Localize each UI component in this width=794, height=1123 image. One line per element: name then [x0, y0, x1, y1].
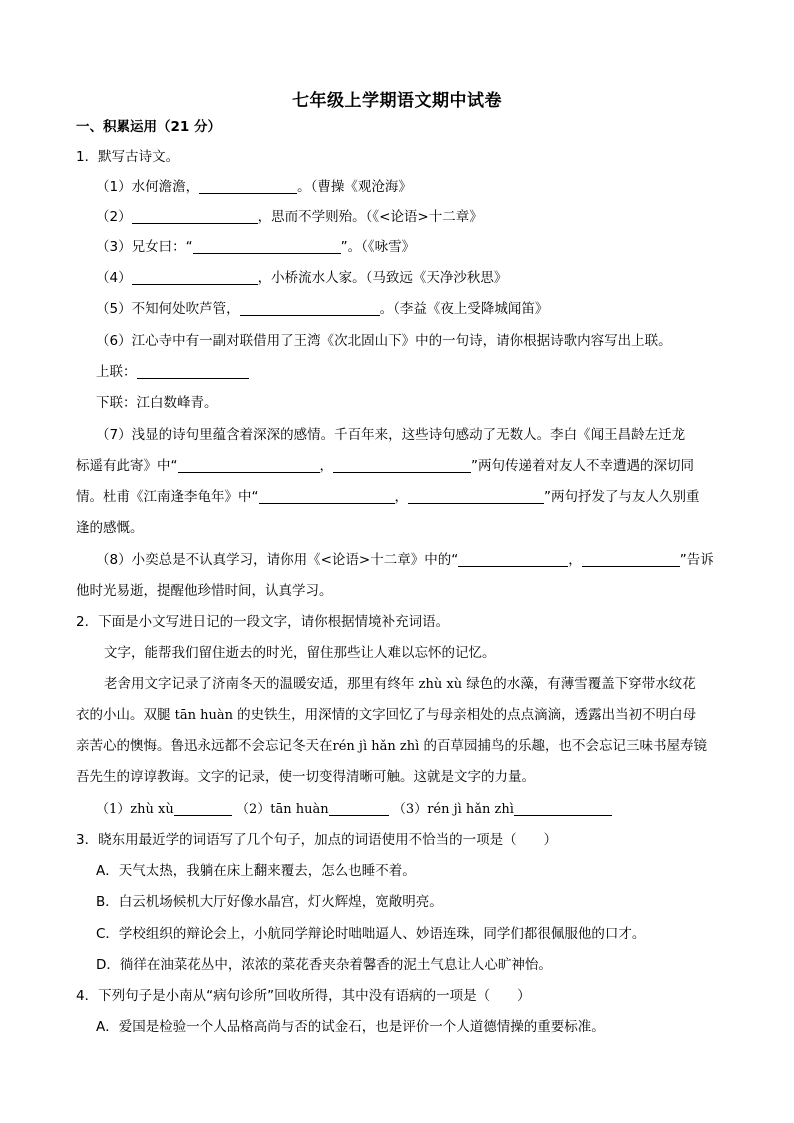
q1-upper-couplet [96, 362, 249, 382]
pinyin-prompt: rén jì hǎn zhì [332, 739, 420, 754]
q1-lower-couplet: 下联：江白数峰青。 [96, 395, 218, 411]
page-title: 七年级上学期语文期中试卷 [292, 91, 502, 111]
q3-option-d[interactable]: D．徜徉在油菜花丛中，浓浓的菜花香夹杂着馨香的泥土气息让人心旷神怡。 [96, 957, 552, 973]
answer-blank[interactable] [137, 364, 249, 379]
answer-blank[interactable] [240, 301, 380, 316]
q1-sub-2-post: ，思而不学则殆。（《<论语>十二章》 [257, 209, 483, 225]
q2-passage-p1: 文字，能帮我们留住逝去的时光，留住那些让人难以忘怀的记忆。 [104, 645, 496, 661]
q1-sub-3 [96, 237, 415, 257]
q3-option-a[interactable]: A．天气太热，我躺在床上翻来覆去，怎么也睡不着。 [96, 863, 416, 879]
q1-sub-5-post: 。（李益《夜上受降城闻笛》 [379, 301, 549, 317]
text-segment: 绿色的水藻，有薄雪覆盖下穿带水纹花 [466, 676, 696, 692]
text-segment: ， [568, 552, 582, 568]
text-segment: （8）小奕总是不认真学习，请你用《<论语>十二章》中的“ [96, 552, 459, 568]
text-segment: ”两句传递着对友人不幸遭遇的深切同 [471, 458, 694, 474]
text-segment: ”两句抒发了与友人久别重 [544, 489, 700, 505]
q1-sub-5 [96, 299, 548, 319]
answer-label-2: （2）tān huàn [236, 802, 329, 817]
question-4-stem: 4．下列句子是小南从“病句诊所”回收所得，其中没有语病的一项是（ ） [76, 988, 531, 1004]
answer-blank[interactable] [174, 801, 232, 816]
answer-label-1: （1）zhù xù [96, 802, 174, 817]
text-segment: 的史铁生，用深情的文字回忆了与母亲相处的点点滴滴，透露出当初不明白母 [237, 707, 697, 723]
q4-option-a[interactable]: A．爱国是检验一个人品格高尚与否的试金石，也是评价一个人道德情操的重要标准。 [96, 1019, 605, 1035]
section-heading: 一、积累运用（21 分） [76, 119, 221, 135]
q1-sub-6: （6）江心寺中有一副对联借用了王湾《次北固山下》中的一句诗，请你根据诗歌内容写出上联。 [96, 333, 672, 349]
answer-blank[interactable] [193, 239, 341, 254]
text-segment: ”告诉 [679, 552, 714, 568]
q2-answers [96, 799, 612, 820]
answer-blank[interactable] [582, 552, 680, 567]
text-segment: ， [319, 458, 333, 474]
question-2-stem: 2．下面是小文写进日记的一段文字，请你根据情境补充词语。 [76, 614, 450, 630]
q1-sub-7-line-4: 逢的感慨。 [76, 520, 144, 536]
pinyin-prompt: tān huàn [170, 708, 238, 723]
q1-sub-1-pre: （1）水何澹澹， [96, 179, 200, 195]
answer-blank[interactable] [329, 801, 389, 816]
q1-sub-8-line-2: 他时光易逝，提醒他珍惜时间，认真学习。 [76, 583, 333, 599]
q1-sub-4-post: ，小桥流水人家。（马致远《天净沙秋思》 [257, 270, 508, 286]
answer-blank[interactable] [132, 209, 258, 224]
text-segment: 情。杜甫《江南逢李龟年》中“ [76, 489, 259, 505]
q2-passage-line-1 [104, 674, 696, 695]
text-segment: ， [394, 489, 408, 505]
q1-sub-4-pre: （4） [96, 270, 132, 286]
answer-blank[interactable] [514, 801, 612, 816]
answer-blank[interactable] [132, 270, 258, 285]
q1-sub-3-pre: （3）兄女曰：“ [96, 239, 193, 255]
answer-blank[interactable] [333, 458, 471, 473]
q1-sub-1 [96, 177, 412, 197]
q1-sub-8-line-1 [96, 550, 714, 570]
q2-passage-line-4: 吾先生的谆谆教诲。文字的记录，使一切变得清晰可触。这就是文字的力量。 [76, 769, 535, 785]
text-segment: 衣的小山。双腿 [76, 707, 171, 723]
answer-blank[interactable] [178, 458, 320, 473]
q3-option-c[interactable]: C．学校组织的辩论会上，小航同学辩论时咄咄逼人、妙语连珠，同学们都很佩服他的口才。 [96, 926, 646, 942]
q1-sub-5-pre: （5）不知何处吹芦管， [96, 301, 240, 317]
text-segment: 标遥有此寄》中“ [76, 458, 178, 474]
answer-blank[interactable] [408, 489, 544, 504]
question-1-stem: 1．默写古诗文。 [76, 149, 180, 165]
q1-sub-2 [96, 207, 483, 227]
question-3-stem: 3．晓东用最近学的词语写了几个句子，加点的词语使用不恰当的一项是（ ） [76, 832, 558, 848]
q1-sub-7-line-3 [76, 487, 700, 507]
pinyin-prompt: zhù xù [414, 677, 467, 692]
answer-blank[interactable] [458, 552, 568, 567]
q2-passage-line-3 [76, 736, 707, 757]
text-segment: 的百草园捕鸟的乐趣，也不会忘记三味书屋寿镜 [419, 738, 708, 754]
q1-sub-4 [96, 268, 507, 288]
q2-passage-line-2 [76, 705, 696, 726]
q1-sub-2-pre: （2） [96, 209, 132, 225]
text-segment: 老舍用文字记录了济南冬天的温暖安适，那里有终年 [104, 676, 415, 692]
text-segment: 亲苦心的懊悔。鲁迅永远都不会忘记冬天在 [76, 738, 333, 754]
answer-label-3: （3）rén jì hǎn zhì [392, 802, 514, 817]
upper-couplet-label: 上联： [96, 364, 137, 380]
q1-sub-7-line-1: （7）浅显的诗句里蕴含着深深的感情。千百年来，这些诗句感动了无数人。李白《闻王昌龄左迁龙 [96, 427, 686, 443]
answer-blank[interactable] [259, 489, 395, 504]
q3-option-b[interactable]: B．白云机场候机大厅好像水晶宫，灯火辉煌，宽敞明亮。 [96, 894, 443, 910]
answer-blank[interactable] [199, 179, 297, 194]
q1-sub-7-line-2 [76, 456, 694, 476]
q1-sub-3-post: ”。（《咏雪》 [340, 239, 416, 255]
q1-sub-1-post: 。（曹操《观沧海》 [297, 179, 412, 195]
